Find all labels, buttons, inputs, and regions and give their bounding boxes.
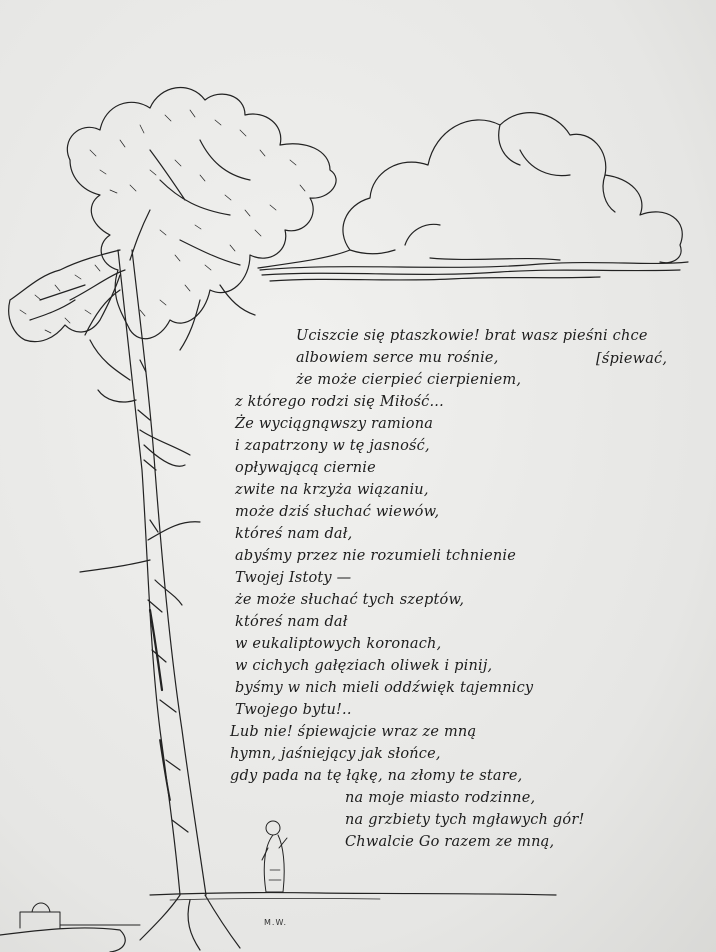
poem-line: może dziś słuchać wiewów, <box>235 504 440 520</box>
poem-line: albowiem serce mu rośnie, <box>296 350 499 366</box>
poem-line: w cichych gałęziach oliwek i pinij, <box>235 658 493 674</box>
poem-line: któreś nam dał <box>235 614 348 630</box>
poem-line: Chwalcie Go razem ze mną, <box>345 834 555 850</box>
poem-line: gdy pada na tę łąkę, na złomy te stare, <box>230 768 523 784</box>
poem-line: abyśmy przez nie rozumieli tchnienie <box>235 548 517 564</box>
poem-line: że może cierpieć cierpieniem, <box>296 372 522 388</box>
artist-signature: M.W. <box>264 918 287 927</box>
poem-line: Twojego bytu!.. <box>235 702 352 718</box>
poem-line: i zapatrzony w tę jasność, <box>235 438 430 454</box>
poem-line: w eukaliptowych koronach, <box>235 636 442 652</box>
poem-line: zwite na krzyża wiązaniu, <box>235 482 429 498</box>
poem-line: opływającą ciernie <box>235 460 376 476</box>
poem-line: któreś nam dał, <box>235 526 353 542</box>
poem-line: na grzbiety tych mgławych gór! <box>345 812 585 828</box>
poem-line-continuation: [śpiewać, <box>596 351 668 367</box>
poem-line: Uciszcie się ptaszkowie! brat wasz pieśni chce <box>296 328 648 344</box>
poem-line: że może słuchać tych szeptów, <box>235 592 465 608</box>
poem-line: Lub nie! śpiewajcie wraz ze mną <box>230 724 477 740</box>
poem-line: Że wyciągnąwszy ramiona <box>235 416 434 432</box>
poem-line: byśmy w nich mieli oddźwięk tajemnicy <box>235 680 534 696</box>
poem-line: Twojej Istoty — <box>235 570 352 586</box>
poem-line: na moje miasto rodzinne, <box>345 790 536 806</box>
poem-line: z którego rodzi się Miłość... <box>235 394 444 410</box>
poem-line: hymn, jaśniejący jak słońce, <box>230 746 441 762</box>
